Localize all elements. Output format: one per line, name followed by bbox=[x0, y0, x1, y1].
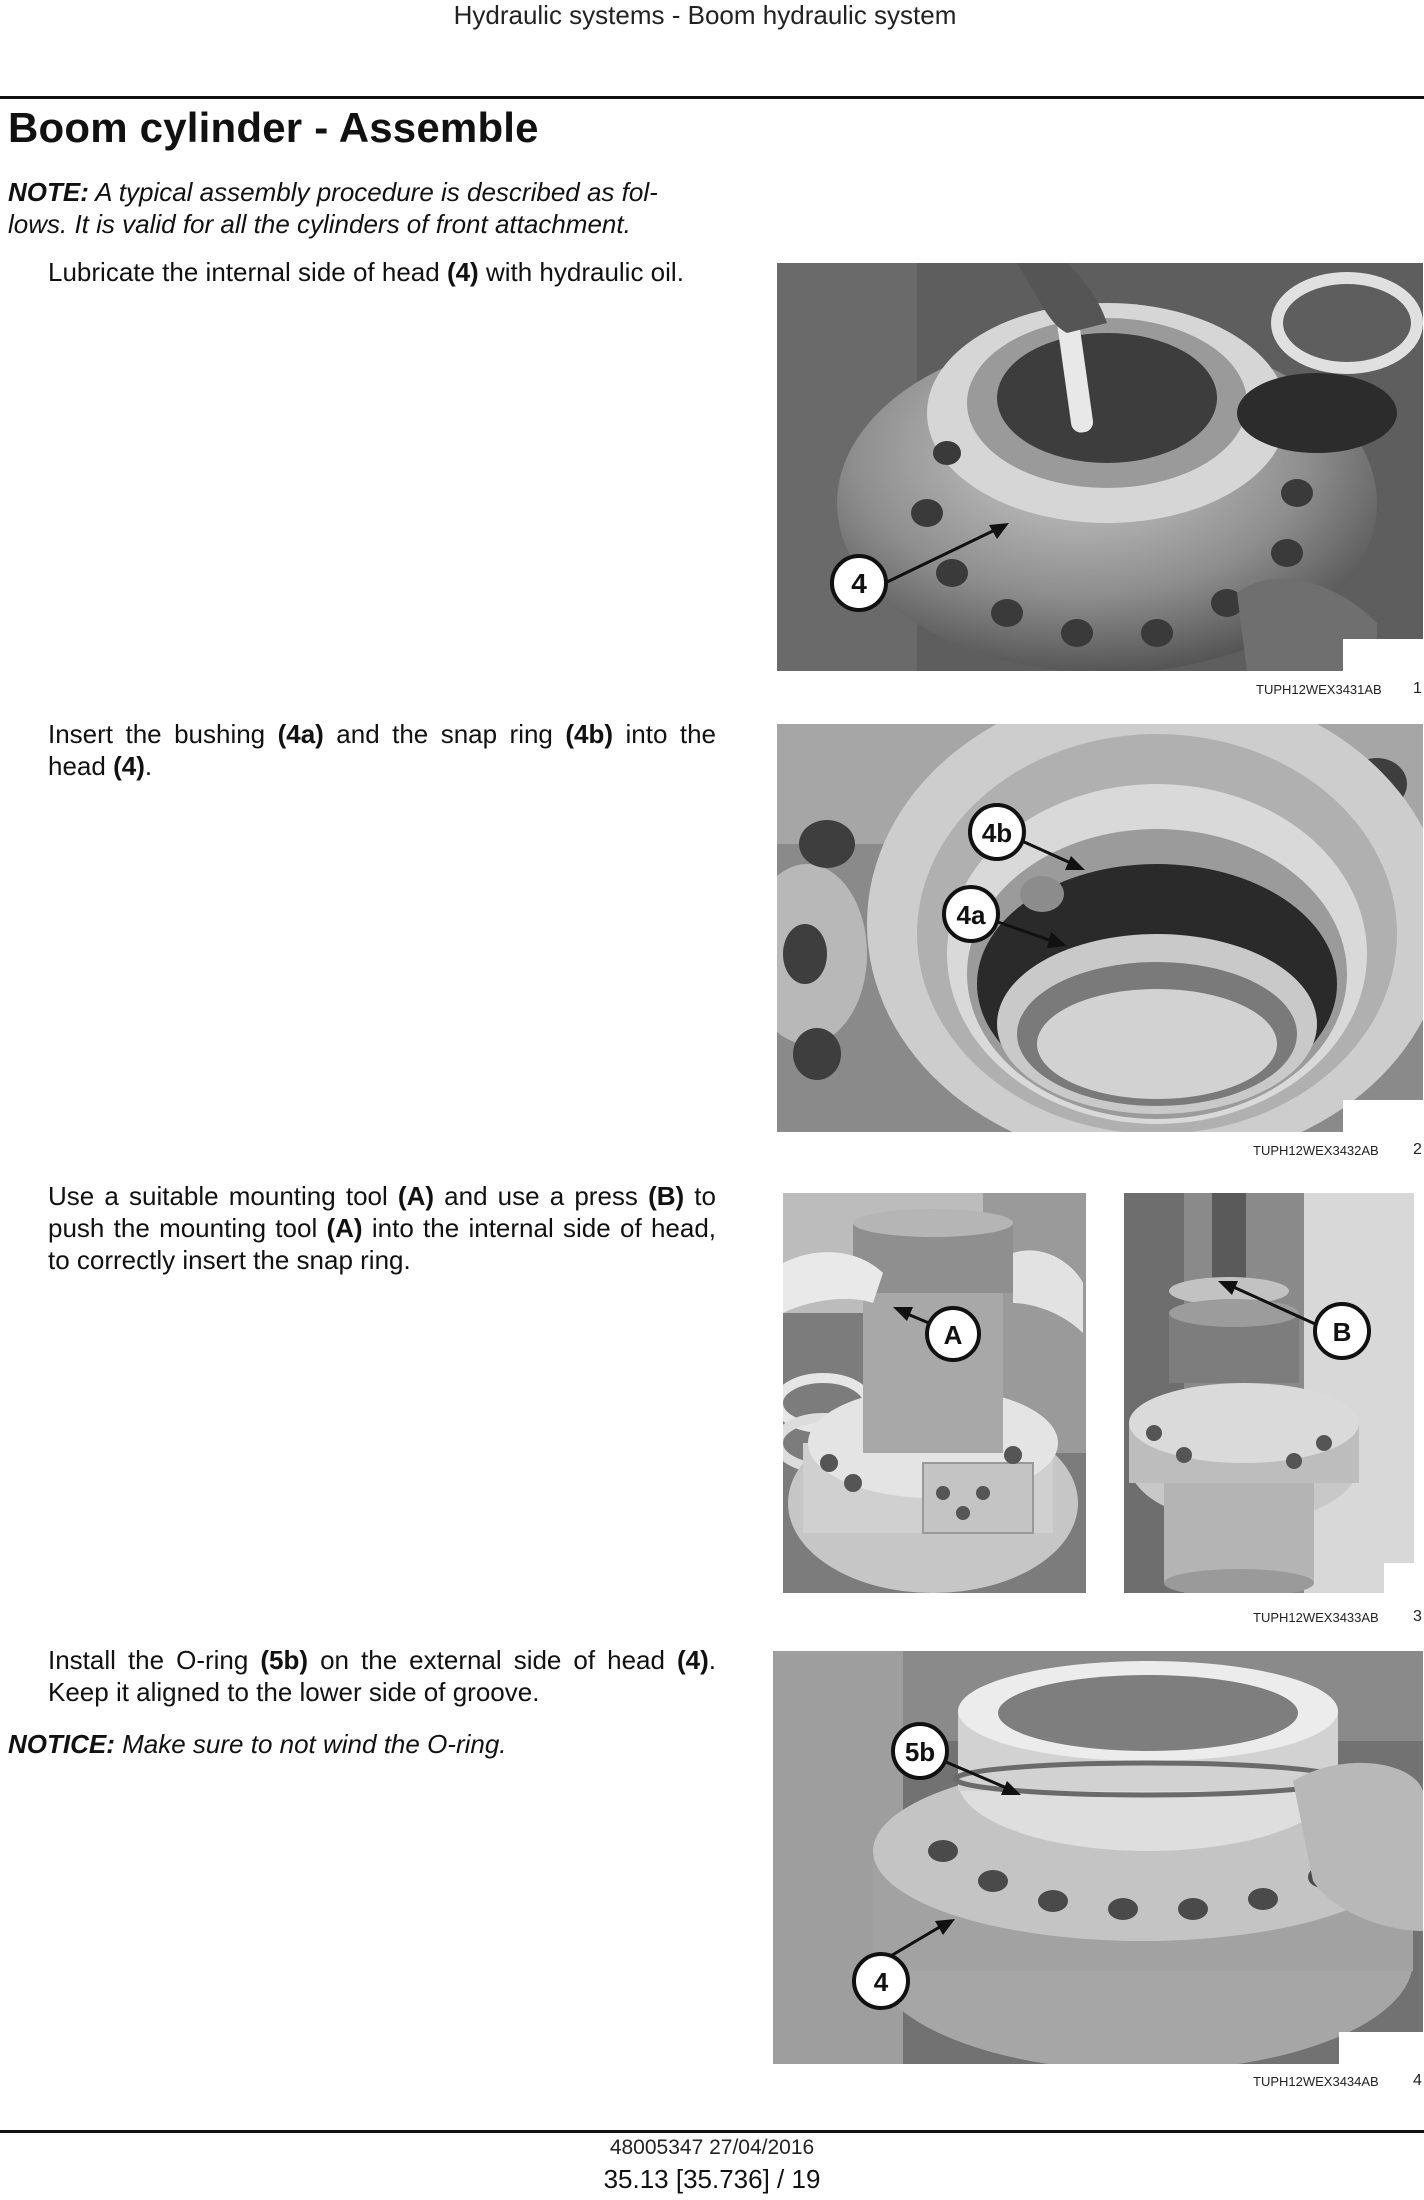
figure-3-callout-A: A bbox=[943, 1320, 963, 1350]
figure-1-code: TUPH12WEX3431AB bbox=[1256, 682, 1382, 697]
note-text-2: lows. It is valid for all the cylinders of front attachment. bbox=[8, 209, 631, 239]
step-2-text-b: and the snap ring bbox=[323, 719, 566, 749]
step-2-text-d: . bbox=[144, 751, 153, 781]
figure-3a-photo bbox=[783, 1193, 1086, 1593]
step-1-ref-4: (4) bbox=[446, 257, 479, 287]
notice-text: Make sure to not wind the O-ring. bbox=[122, 1729, 507, 1759]
step-1-text bbox=[48, 256, 716, 288]
notice-block bbox=[8, 1728, 507, 1760]
step-3-text-b: and use a press bbox=[434, 1181, 649, 1211]
step-2-ref-4a: (4a) bbox=[277, 719, 324, 749]
step-4-text bbox=[48, 1644, 716, 1708]
step-4-text-b: on the external side of head bbox=[308, 1645, 677, 1675]
note-text-1: A typical assembly procedure is described as fol- bbox=[95, 177, 658, 207]
footer-page-number: 35.13 [35.736] / 19 bbox=[603, 2164, 821, 2194]
step-3-text-a: Use a suitable mounting tool bbox=[48, 1181, 398, 1211]
step-3-ref-A2: (A) bbox=[326, 1213, 363, 1243]
footer-divider bbox=[0, 2130, 1424, 2133]
figure-3-number: 3 bbox=[1413, 1608, 1422, 1625]
header-divider bbox=[0, 96, 1424, 99]
step-2-text-a: Insert the bushing bbox=[48, 719, 278, 749]
figure-2-photo bbox=[777, 724, 1423, 1132]
step-4-text-c: . Keep it aligned to the lower side of groove. bbox=[48, 1645, 716, 1707]
step-2-ref-4: (4) bbox=[113, 751, 145, 781]
running-header: Hydraulic systems - Boom hydraulic system bbox=[453, 0, 957, 30]
step-4-text-a: Install the O-ring bbox=[48, 1645, 261, 1675]
figure-3-callout-B: B bbox=[1332, 1317, 1352, 1347]
figure-4-number: 4 bbox=[1413, 2072, 1422, 2089]
figure-4-photo bbox=[773, 1651, 1423, 2064]
figure-2-code: TUPH12WEX3432AB bbox=[1253, 1143, 1379, 1158]
step-4-ref-4: (4) bbox=[676, 1645, 709, 1675]
figure-2-number: 2 bbox=[1413, 1141, 1422, 1158]
step-3-text-c: to push the mounting tool bbox=[48, 1181, 716, 1243]
figure-2-callout-4a: 4a bbox=[956, 900, 986, 930]
figure-1-callout-4: 4 bbox=[851, 568, 867, 599]
step-2-text-c: into the head bbox=[48, 719, 716, 781]
note-label: NOTE: bbox=[8, 177, 89, 207]
page-title: Boom cylinder - Assemble bbox=[8, 104, 539, 151]
figure-4-code: TUPH12WEX3434AB bbox=[1253, 2074, 1379, 2089]
step-4-ref-5b: (5b) bbox=[260, 1645, 309, 1675]
note-block bbox=[8, 176, 720, 240]
figure-1-number: 1 bbox=[1413, 680, 1422, 697]
step-3-ref-B: (B) bbox=[648, 1181, 685, 1211]
figure-4-callout-5b: 5b bbox=[904, 1737, 936, 1767]
step-2-text bbox=[48, 718, 716, 782]
figure-2-callout-4b: 4b bbox=[981, 818, 1013, 848]
step-2-ref-4b: (4b) bbox=[565, 719, 614, 749]
step-3-text-d: into the internal side of head, to correctly insert the snap ring. bbox=[48, 1213, 717, 1275]
step-3-ref-A: (A) bbox=[397, 1181, 434, 1211]
figure-1-photo bbox=[777, 263, 1423, 671]
figure-3b-photo bbox=[1124, 1193, 1414, 1593]
figure-4-callout-4: 4 bbox=[873, 1967, 889, 1997]
step-1-text-b: with hydraulic oil. bbox=[478, 257, 684, 287]
figure-3-code: TUPH12WEX3433AB bbox=[1253, 1610, 1379, 1625]
footer-doc-id: 48005347 27/04/2016 bbox=[609, 2136, 815, 2159]
notice-label: NOTICE: bbox=[8, 1729, 115, 1759]
step-3-text bbox=[48, 1180, 716, 1276]
step-1-text-a: Lubricate the internal side of head bbox=[48, 257, 447, 287]
